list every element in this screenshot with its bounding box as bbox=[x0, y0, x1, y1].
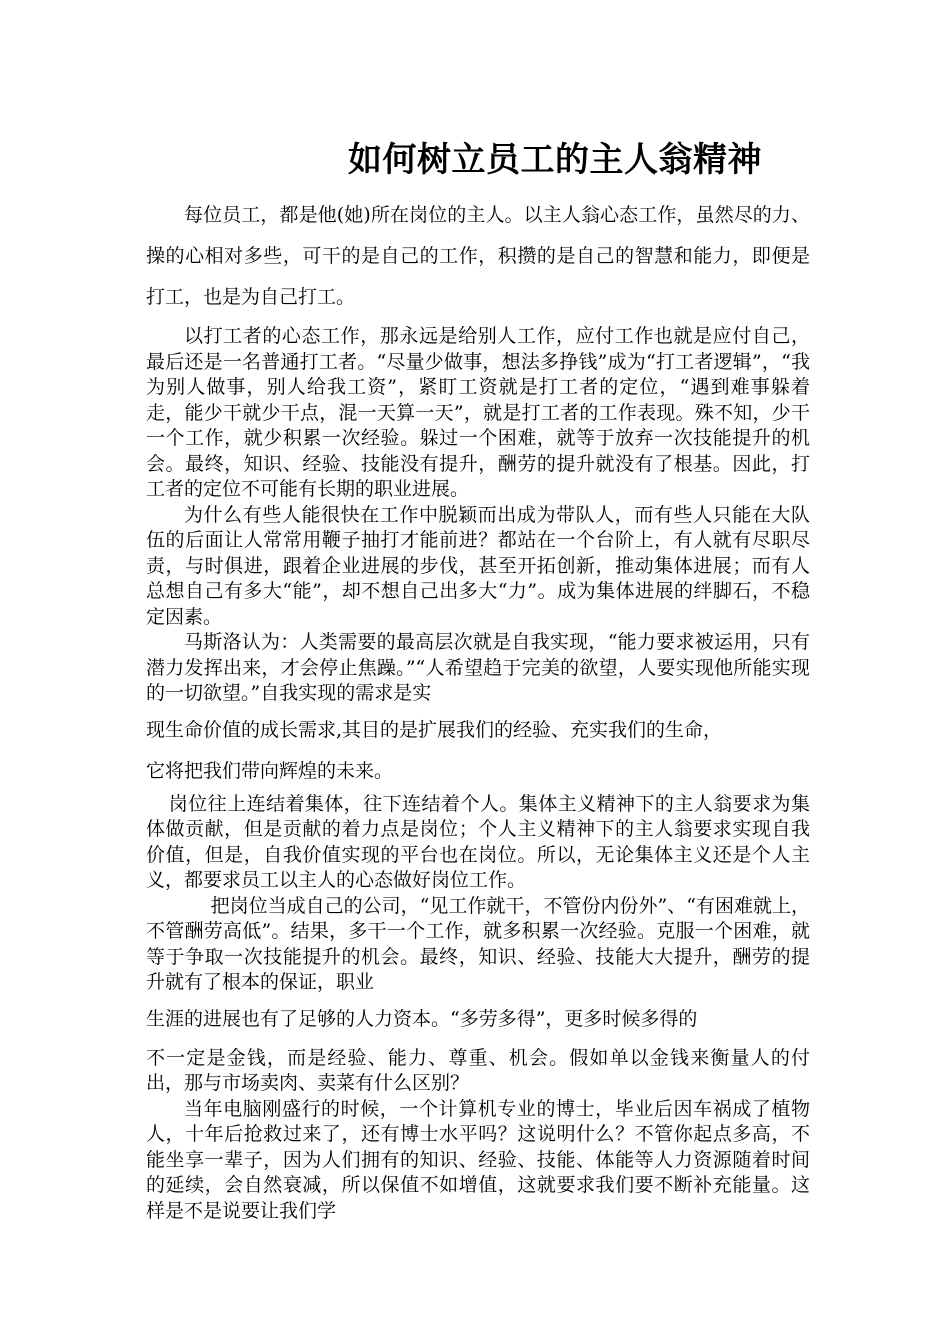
paragraph-6: 把岗位当成自己的公司，“见工作就干，不管份内份外”、“有困难就上，不管酬劳高低”。结果，多干一个工作，就多积累一次经验。克服一个困难，就等于争取一次技能提升的机会。最终，知识、经验、技能大大提升，酬劳的提升就有了根本的保证，职业 bbox=[146, 894, 810, 993]
paragraph-4-continued: 现生命价值的成长需求,其目的是扩展我们的经验、充实我们的生命， bbox=[146, 718, 723, 741]
paragraph-6-continued: 生涯的进展也有了足够的人力资本。“多劳多得”，更多时候多得的 bbox=[146, 1007, 698, 1030]
paragraph-7: 当年电脑刚盛行的时候，一个计算机专业的博士，毕业后因车祸成了植物人，十年后抢救过来了，还有博士水平吗？这说明什么？不管你起点多高，不能坐享一辈子，因为人们拥有的知识、经验、技能、体能等人力资源随着时间的延续，会自然衰减，所以保值不如增值，这就要求我们要不断补充能量。这样是不是说要让我们学 bbox=[146, 1097, 810, 1222]
paragraph-1: 每位员工，都是他(她)所在岗位的主人。以主人翁心态工作，虽然尽的力、操的心相对多些，可干的是自己的工作，积攒的是自己的智慧和能力，即便是打工，也是为自己打工。 bbox=[146, 204, 810, 308]
paragraph-2: 以打工者的心态工作，那永远是给别人工作，应付工作也就是应付自己，最后还是一名普通打工者。“尽量少做事，想法多挣钱”成为“打工者逻辑”，“我为别人做事，别人给我工资”，紧盯工资就是打工者的定位，“遇到难事躲着走，能少干就少干点，混一天算一天”，就是打工者的工作表现。殊不知，少干一个工作，就少积累一次经验。躲过一个困难，就等于放弃一次技能提升的机会。最终，知识、经验、技能没有提升，酬劳的提升就没有了根基。因此，打工者的定位不可能有长期的职业进展。 bbox=[146, 325, 810, 500]
paragraph-6-end: 不一定是金钱，而是经验、能力、尊重、机会。假如单以金钱来衡量人的付出，那与市场卖肉、卖菜有什么区别？ bbox=[146, 1046, 810, 1094]
paragraph-5: 岗位往上连结着集体，往下连结着个人。集体主义精神下的主人翁要求为集体做贡献，但是贡献的着力点是岗位；个人主义精神下的主人翁要求实现自我价值，但是，自我价值实现的平台也在岗位。所以，无论集体主义还是个人主义，都要求员工以主人的心态做好岗位工作。 bbox=[146, 792, 810, 891]
page-title: 如何树立员工的主人翁精神 bbox=[348, 140, 762, 180]
paragraph-4-end: 它将把我们带向辉煌的未来。 bbox=[146, 759, 394, 782]
document-page bbox=[146, 120, 810, 1224]
paragraph-3: 为什么有些人能很快在工作中脱颖而出成为带队人，而有些人只能在大队伍的后面让人常常用鞭子抽打才能前进？都站在一个台阶上，有人就有尽职尽责，与时俱进，跟着企业进展的步伐，甚至开拓创新，推动集体进展；而有人总想自己有多大“能”，却不想自己出多大“力”。成为集体进展的绊脚石，不稳定因素。 bbox=[146, 503, 810, 628]
paragraph-4: 马斯洛认为：人类需要的最高层次就是自我实现，“能力要求被运用，只有潜力发挥出来，才会停止焦躁。”“人希望趋于完美的欲望，人要实现他所能实现的一切欲望。”自我实现的需求是实 bbox=[146, 631, 810, 704]
